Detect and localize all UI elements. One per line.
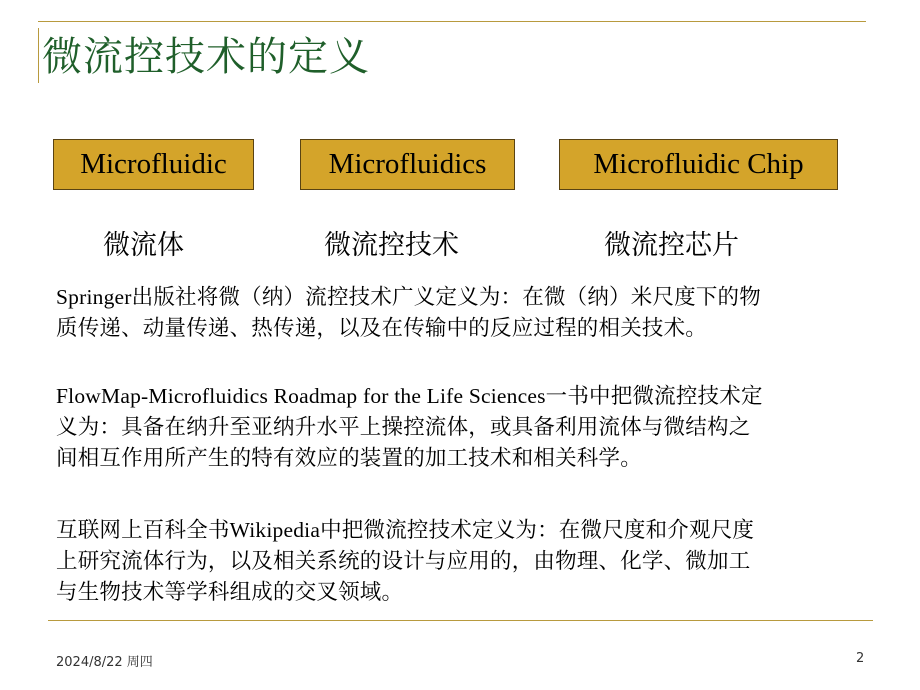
title-left-rule	[38, 28, 39, 83]
term-cn-microfluidic-chip: 微流控芯片	[604, 230, 739, 261]
paragraph-springer	[56, 282, 886, 344]
paragraph-line: Springer出版社将微（纳）流控技术广义定义为：在微（纳）米尺度下的物	[56, 285, 761, 309]
paragraph-wikipedia	[56, 515, 886, 608]
paragraph-line: 质传递、动量传递、热传递，以及在传输中的反应过程的相关技术。	[56, 316, 708, 340]
term-cn-microfluidic: 微流体	[103, 230, 184, 261]
page-number: 2	[856, 651, 865, 666]
footer-rule	[48, 620, 873, 621]
paragraph-line: 与生物技术等学科组成的交叉领域。	[56, 580, 404, 604]
footer-date: 2024/8/22 周四	[56, 655, 153, 670]
paragraph-line: 间相互作用所产生的特有效应的装置的加工技术和相关科学。	[56, 446, 642, 470]
term-box-microfluidics: Microfluidics	[300, 139, 515, 190]
paragraph-line: FlowMap-Microfluidics Roadmap for the Life Sciences一书中把微流控技术定	[56, 384, 763, 408]
paragraph-flowmap	[56, 381, 886, 474]
paragraph-line: 义为：具备在纳升至亚纳升水平上操控流体，或具备利用流体与微结构之	[56, 415, 751, 439]
title-top-rule	[38, 21, 866, 22]
paragraph-line: 互联网上百科全书Wikipedia中把微流控技术定义为：在微尺度和介观尺度	[56, 518, 755, 542]
term-cn-microfluidics: 微流控技术	[324, 230, 459, 261]
paragraph-line: 上研究流体行为，以及相关系统的设计与应用的，由物理、化学、微加工	[56, 549, 751, 573]
term-box-microfluidic: Microfluidic	[53, 139, 254, 190]
term-box-microfluidic-chip: Microfluidic Chip	[559, 139, 838, 190]
slide-title: 微流控技术的定义	[42, 34, 370, 80]
